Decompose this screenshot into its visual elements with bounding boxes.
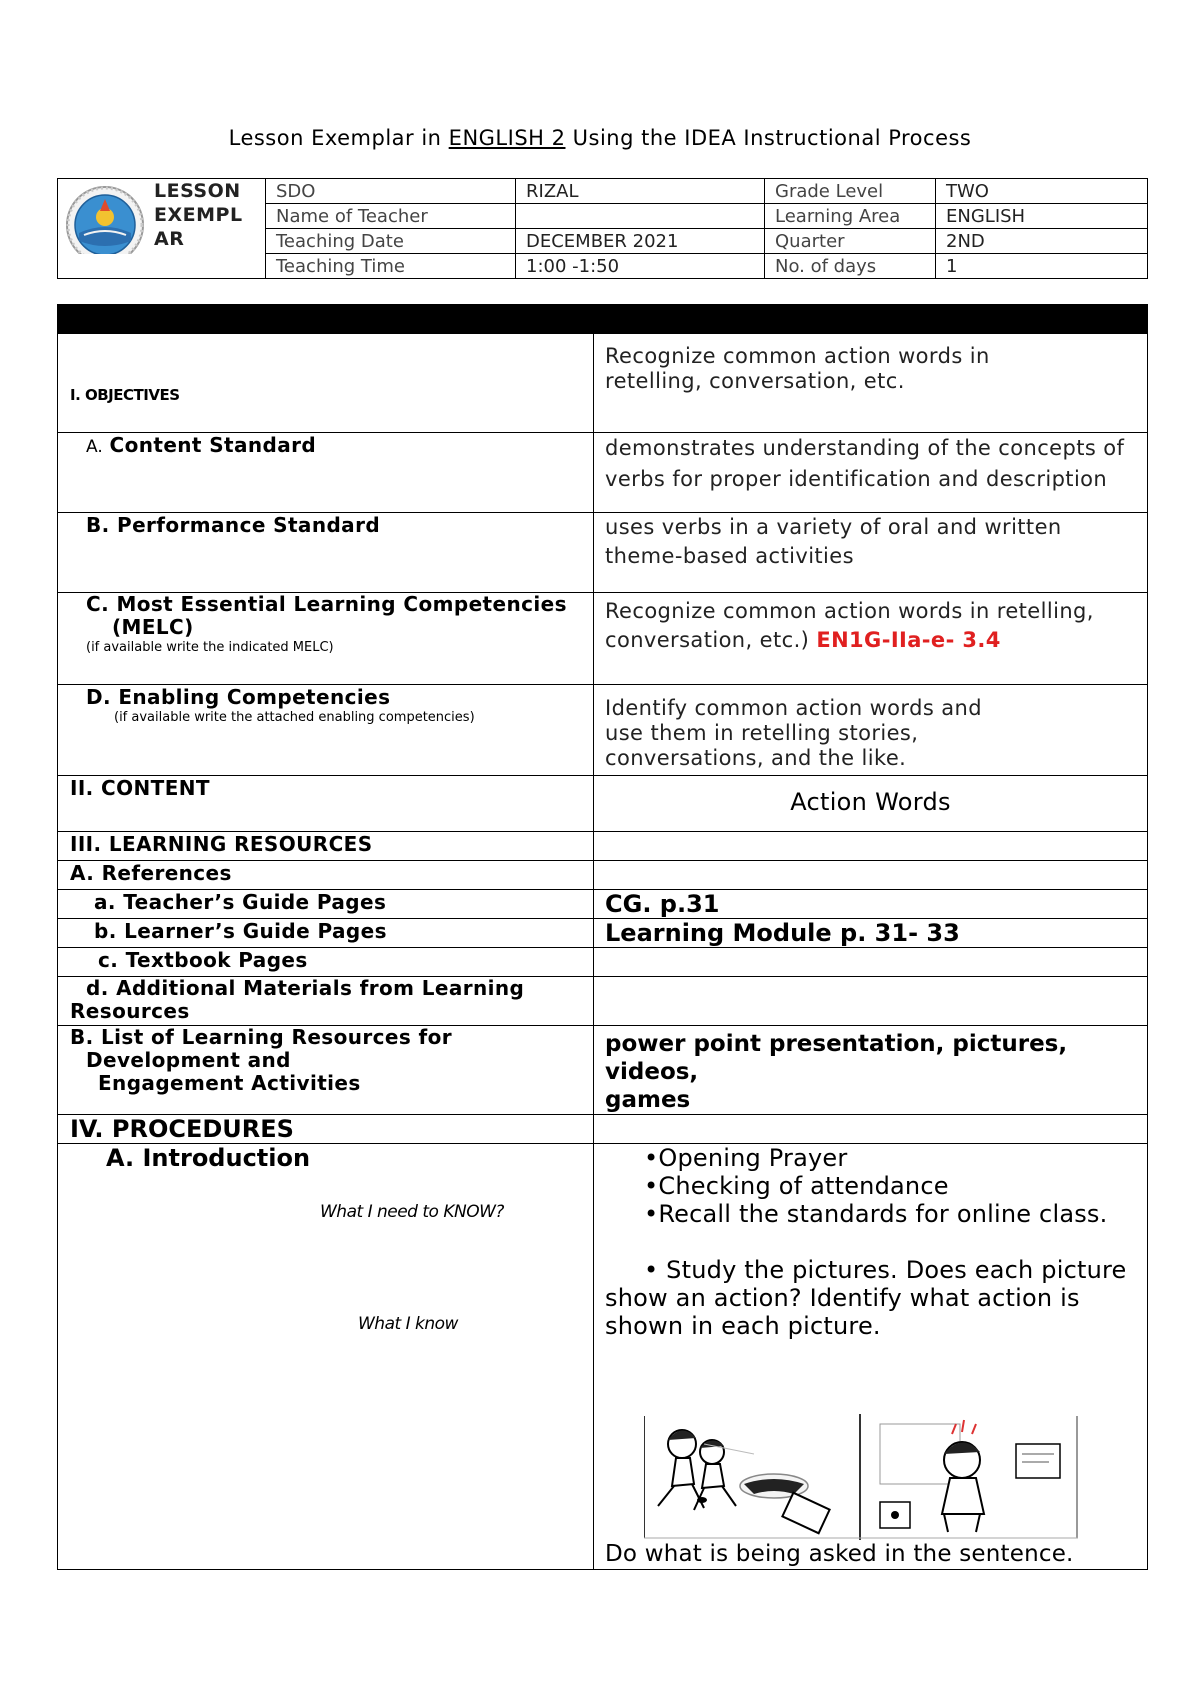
resource-list-value-2: games (605, 1087, 691, 1113)
melc-note: (if available write the indicated MELC) (86, 640, 334, 655)
references-label: A. References (70, 861, 232, 885)
teaching-date-label: Teaching Date (266, 229, 516, 254)
teacher-guide-row (58, 890, 1148, 919)
enabling-competencies-row (58, 685, 1148, 776)
content-standard-row: A. Content Standard demonstrates understanding of the concepts of verbs for proper identification and description (58, 433, 1148, 513)
list-item: •Recall the standards for online class. (644, 1200, 1108, 1228)
content-standard-text-1: demonstrates understanding of the concepts of (605, 436, 1125, 460)
study-instruction-3: shown in each picture. (605, 1312, 881, 1340)
melc-label-abbr: (MELC) (112, 615, 194, 639)
list-item: •Checking of attendance (644, 1172, 949, 1200)
procedures-label: IV. PROCEDURES (70, 1115, 294, 1143)
references-row (58, 861, 1148, 890)
learner-guide-value: Learning Module p. 31- 33 (605, 919, 960, 947)
quarter-label: Quarter (765, 229, 936, 254)
enabling-text-2: use them in retelling stories, (605, 721, 919, 745)
learning-resources-label: III. LEARNING RESOURCES (70, 832, 373, 856)
lesson-exemplar-label: LESSON EXEMPL AR (154, 180, 243, 250)
resource-list-label-1: B. List of Learning Resources for (70, 1025, 453, 1049)
additional-materials-row (58, 977, 1148, 1026)
introduction-label: A. Introduction (106, 1144, 311, 1172)
objectives-label: I. OBJECTIVES (70, 386, 180, 404)
resource-list-row (58, 1026, 1148, 1115)
header-table (57, 178, 1148, 279)
resource-list-value-1: power point presentation, pictures, videos, (605, 1031, 1068, 1085)
need-to-know-label: What I need to KNOW? (320, 1202, 504, 1222)
learning-resources-row (58, 832, 1148, 861)
teacher-name-label: Name of Teacher (266, 204, 516, 229)
melc-row (58, 593, 1148, 685)
enabling-note: (if available write the attached enabling competencies) (114, 710, 475, 725)
sdo-label: SDO (266, 179, 516, 204)
enabling-text-3: conversations, and the like. (605, 746, 907, 770)
content-label: II. CONTENT (70, 776, 210, 800)
what-i-know-label: What I know (358, 1314, 458, 1334)
procedures-row (58, 1115, 1148, 1144)
performance-standard-text-2: theme-based activities (605, 544, 854, 568)
days-value: 1 (936, 254, 1148, 279)
performance-standard-label: B. Performance Standard (86, 513, 381, 537)
performance-standard-row (58, 513, 1148, 593)
instruction-footer: Do what is being asked in the sentence. (605, 1541, 1074, 1567)
learning-area-value: ENGLISH (936, 204, 1148, 229)
melc-label: C. Most Essential Learning Competencies (86, 592, 567, 616)
content-value: Action Words (790, 788, 951, 816)
teacher-name-value (516, 204, 765, 229)
grade-level-value: TWO (936, 179, 1148, 204)
additional-materials-label-2: Resources (70, 999, 190, 1023)
learner-guide-label: b. Learner’s Guide Pages (94, 919, 387, 943)
action-pictures-illustration (644, 1414, 1078, 1540)
textbook-row (58, 948, 1148, 977)
lesson-table (57, 304, 1148, 1570)
teaching-time-label: Teaching Time (266, 254, 516, 279)
subject-name: ENGLISH 2 (448, 126, 566, 150)
enabling-label: D. Enabling Competencies (86, 685, 391, 709)
enabling-text-1: Identify common action words and (605, 696, 982, 720)
logo-cell-bottom (58, 254, 266, 279)
study-instruction-2: show an action? Identify what action is (605, 1284, 1080, 1312)
list-item: •Opening Prayer (644, 1144, 848, 1172)
content-row (58, 776, 1148, 832)
grade-level-label: Grade Level (765, 179, 936, 204)
melc-text-2: conversation, etc.) (605, 628, 810, 652)
introduction-row (58, 1144, 1148, 1570)
objectives-row (58, 334, 1148, 433)
teacher-guide-value: CG. p.31 (605, 890, 720, 918)
sdo-value: RIZAL (516, 179, 765, 204)
learner-guide-row (58, 919, 1148, 948)
objectives-text-1: Recognize common action words in (605, 344, 990, 368)
resource-list-label-2: Development and (86, 1048, 291, 1072)
content-standard-text-2: verbs for proper identification and description (605, 467, 1108, 491)
study-instruction-1: • Study the pictures. Does each picture (644, 1256, 1127, 1284)
textbook-label: c. Textbook Pages (98, 948, 308, 972)
days-label: No. of days (765, 254, 936, 279)
teaching-date-value: DECEMBER 2021 (516, 229, 765, 254)
performance-standard-text-1: uses verbs in a variety of oral and written (605, 515, 1062, 539)
teaching-time-value: 1:00 -1:50 (516, 254, 765, 279)
deped-seal-icon (62, 185, 148, 254)
teacher-guide-label: a. Teacher’s Guide Pages (94, 890, 387, 914)
quarter-value: 2ND (936, 229, 1148, 254)
objectives-text-2: retelling, conversation, etc. (605, 369, 905, 393)
melc-text-1: Recognize common action words in retelling, (605, 599, 1094, 623)
learning-area-label: Learning Area (765, 204, 936, 229)
melc-code: EN1G-IIa-e- 3.4 (816, 628, 1001, 652)
logo-cell (58, 179, 266, 254)
content-standard-label: Content Standard (109, 433, 317, 457)
page-title: Lesson Exemplar in ENGLISH 2 Using the IDEA Instructional Process (228, 126, 972, 150)
resource-list-label-3: Engagement Activities (98, 1071, 361, 1095)
table-header-bar (58, 305, 1148, 334)
additional-materials-label: d. Additional Materials from Learning (86, 976, 525, 1000)
